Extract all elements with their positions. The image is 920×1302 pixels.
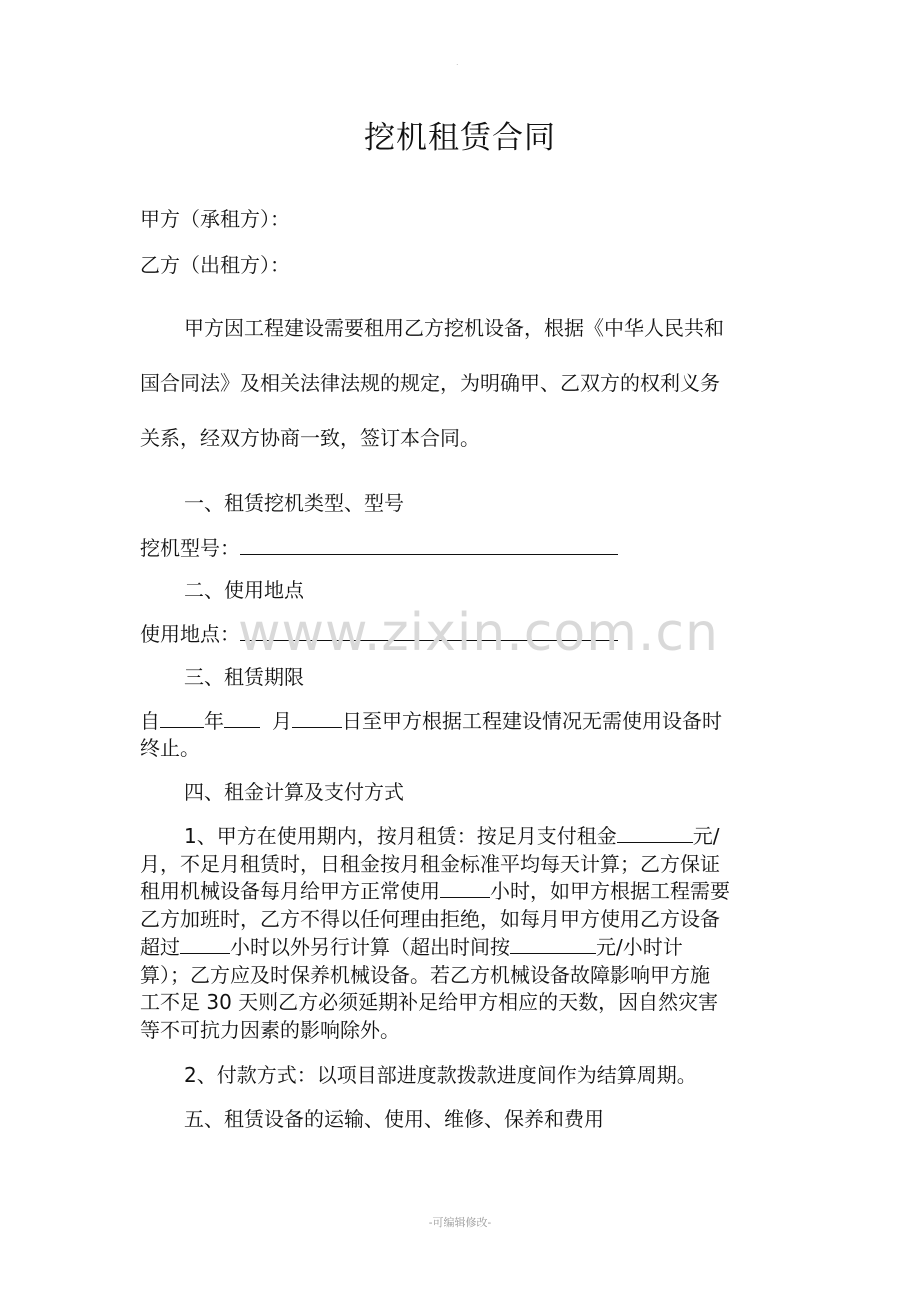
period-text: 日至甲方根据工程建设情况无需使用设备时 bbox=[342, 709, 722, 733]
exceed-hours-blank bbox=[180, 933, 230, 954]
overtime-text: 小时以外另行计算（超出时间按 bbox=[230, 935, 510, 959]
year-blank bbox=[160, 707, 204, 728]
clause-1-line-4: 乙方加班时，乙方不得以任何理由拒绝，如每月甲方使用乙方设备 bbox=[140, 907, 720, 931]
party-b-line: 乙方（出租方）： bbox=[140, 253, 290, 277]
clause-1-line-1 bbox=[184, 822, 719, 850]
day-blank bbox=[292, 707, 342, 728]
clause-1-line-8: 等不可抗力因素的影响除外。 bbox=[140, 1018, 400, 1042]
header-dot: . bbox=[456, 58, 459, 67]
section-5-heading: 五、租赁设备的运输、使用、维修、保养和费用 bbox=[184, 1107, 604, 1131]
clause-1-line-3 bbox=[140, 877, 730, 905]
intro-line-2: 国合同法》及相关法律法规的规定，为明确甲、乙双方的权利义务 bbox=[140, 371, 720, 395]
section-4-heading: 四、租金计算及支付方式 bbox=[184, 780, 404, 804]
month-blank bbox=[224, 707, 260, 728]
clause-2-payment: 2、付款方式：以项目部进度款拨款进度间作为结算周期。 bbox=[184, 1063, 697, 1087]
contract-title: 挖机租赁合同 bbox=[364, 120, 556, 156]
overtime-rate-blank bbox=[510, 933, 596, 954]
rent-unit: 元/ bbox=[692, 824, 720, 848]
period-end-line: 终止。 bbox=[140, 736, 200, 760]
party-a-line: 甲方（承租方）： bbox=[140, 207, 290, 231]
clause-1-hours-suffix: 小时，如甲方根据工程需要 bbox=[490, 879, 730, 903]
location-label: 使用地点： bbox=[140, 622, 240, 646]
intro-line-3: 关系，经双方协商一致，签订本合同。 bbox=[140, 426, 480, 450]
clause-1-line-2: 月，不足月租赁时，日租金按月租金标准平均每天计算；乙方保证 bbox=[140, 852, 720, 876]
month-label: 月 bbox=[272, 709, 292, 733]
clause-1-text: 1、甲方在使用期内，按月租赁：按足月支付租金 bbox=[184, 824, 617, 848]
model-line bbox=[140, 534, 618, 562]
location-line bbox=[140, 620, 618, 648]
rent-blank bbox=[617, 822, 693, 843]
section-2-heading: 二、使用地点 bbox=[184, 578, 304, 602]
period-from: 自 bbox=[140, 709, 160, 733]
model-label: 挖机型号： bbox=[140, 536, 240, 560]
hours-blank bbox=[440, 877, 490, 898]
section-1-heading: 一、租赁挖机类型、型号 bbox=[184, 491, 404, 515]
overtime-unit: 元/小时计 bbox=[596, 935, 683, 959]
section-3-heading: 三、租赁期限 bbox=[184, 665, 304, 689]
exceed-label: 超过 bbox=[140, 935, 180, 959]
intro-line-1: 甲方因工程建设需要租用乙方挖机设备，根据《中华人民共和 bbox=[184, 316, 724, 340]
watermark-text: www.zixin.com.cn bbox=[238, 603, 719, 663]
clause-1-line-6: 算）；乙方应及时保养机械设备。若乙方机械设备故障影响甲方施 bbox=[140, 963, 710, 987]
period-line bbox=[140, 707, 722, 735]
page-footer: -可编辑修改- bbox=[428, 1216, 492, 1229]
year-label: 年 bbox=[204, 709, 224, 733]
clause-1-line-7: 工不足 30 天则乙方必须延期补足给甲方相应的天数，因自然灾害 bbox=[140, 990, 719, 1014]
model-blank bbox=[240, 534, 618, 555]
clause-1-hours-text: 租用机械设备每月给甲方正常使用 bbox=[140, 879, 440, 903]
location-blank bbox=[240, 620, 618, 641]
clause-1-line-5 bbox=[140, 933, 683, 961]
